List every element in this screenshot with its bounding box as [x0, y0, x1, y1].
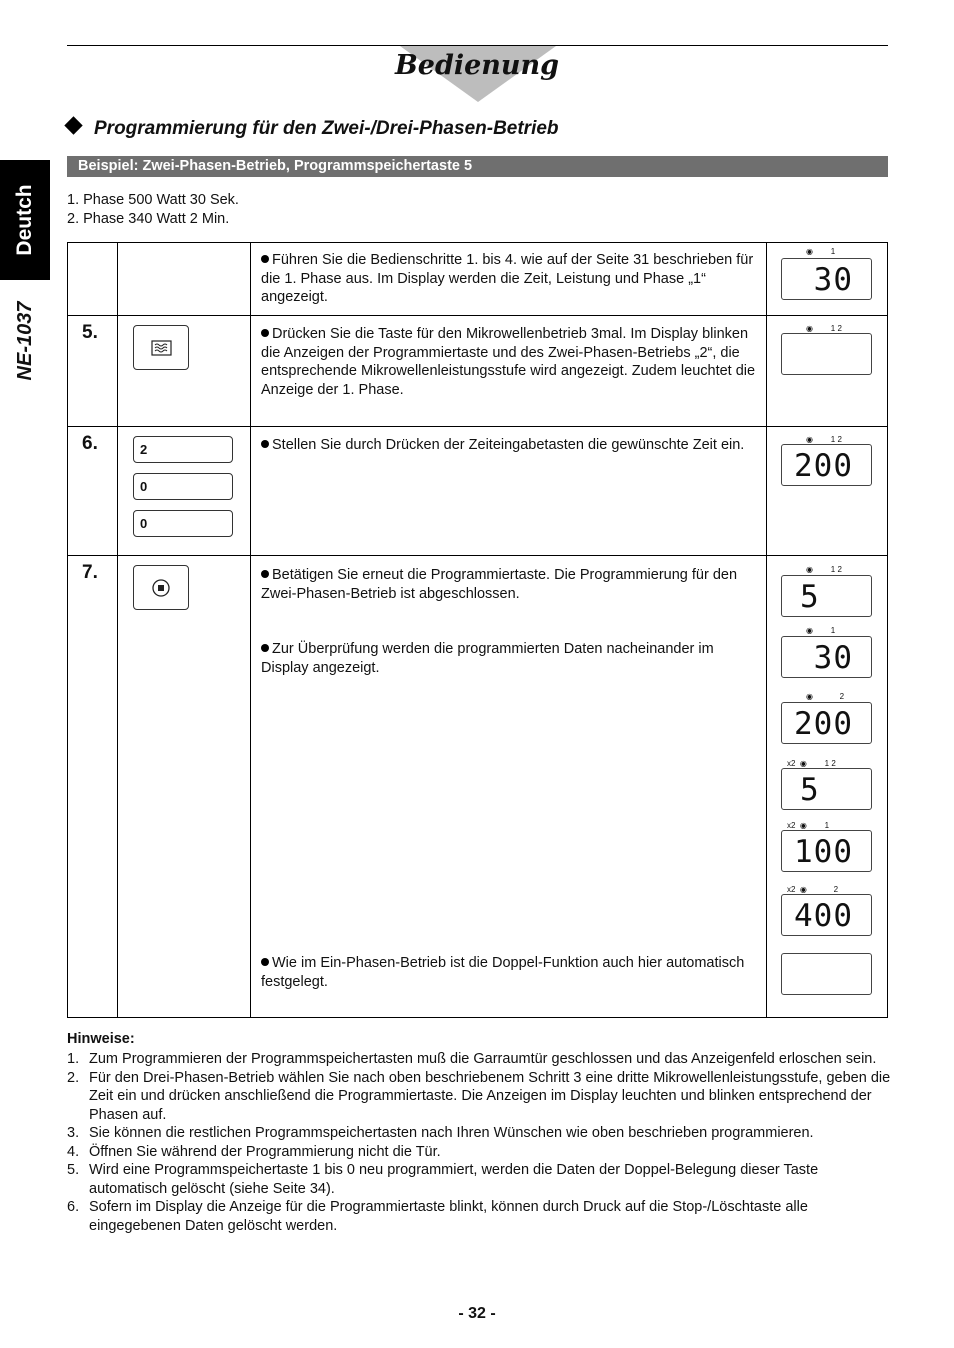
display-3 — [781, 444, 872, 486]
display-6-digits: 200 — [794, 706, 853, 742]
note-number: 1. — [67, 1051, 80, 1067]
bullet-icon — [261, 570, 269, 578]
display-8-digits: 100 — [794, 834, 853, 870]
display-5 — [781, 636, 872, 678]
intro-list — [67, 191, 239, 228]
model-label: NE-1037 — [14, 301, 36, 381]
display-2-indicators: ◉ 1 2 — [806, 324, 842, 333]
display-3-indicators: ◉ 1 2 — [806, 435, 842, 444]
language-tab — [0, 160, 50, 280]
display-7-indicators: x2 ◉ 1 2 — [787, 759, 836, 768]
display-9-x2: x2 — [787, 885, 796, 894]
bullet-icon — [261, 958, 269, 966]
display-2 — [781, 333, 872, 375]
step-7-text-2 — [261, 640, 756, 677]
display-1-indicators: ◉ 1 — [806, 247, 836, 256]
step-7-text-3 — [261, 954, 756, 991]
step-5-text-body: Drücken Sie die Taste für den Mikrowellenbetrieb 3mal. Im Display blinken die Anzeigen der Programmiertaste und des Zwei-Phasen-Betriebs „2“, die entsprechende Mikrowellenleistungsstufe wird angezeigt. Zudem leuchtet die Anzeige der 1. Phase. — [261, 326, 756, 398]
display-5-indicators: ◉ 1 — [806, 626, 836, 635]
intro-item: 1. Phase 500 Watt 30 Sek. — [67, 192, 239, 208]
step-7-number: 7. — [82, 562, 98, 583]
display-2-phase: 1 2 — [830, 324, 842, 333]
display-8-phase: 1 — [824, 821, 830, 830]
note-number: 2. — [67, 1069, 80, 1086]
program-button[interactable] — [133, 565, 189, 610]
display-4 — [781, 575, 872, 617]
note-text: Sofern im Display die Anzeige für die Programmiertaste blinkt, können durch Druck auf die Stop-/Löschtaste alle eingegebenen Daten gelöscht werden. — [89, 1199, 808, 1234]
table-col-divider — [250, 242, 251, 1018]
microwave-button[interactable] — [133, 325, 189, 370]
note-text: Zum Programmieren der Programmspeichertasten muß die Garraumtür geschlossen und das Anzeigenfeld erloschen sein. — [89, 1051, 877, 1067]
display-5-digits: 30 — [813, 640, 853, 676]
display-4-indicators: ◉ 1 2 — [806, 565, 842, 574]
display-9 — [781, 894, 872, 936]
note-text: Für den Drei-Phasen-Betrieb wählen Sie nach oben beschriebenem Schritt 3 eine dritte Mikrowellenleistungsstufe, geben die Zeit ein und drücken anschließend die Programmiertaste. Die Anzeigen im Display leuchten und blinken entsprechend der Phasen auf. — [89, 1069, 891, 1123]
display-7-phase: 1 2 — [824, 759, 836, 768]
step-6-text — [261, 436, 756, 455]
note-number: 5. — [67, 1162, 80, 1178]
page-title: Bedienung — [394, 50, 560, 81]
step-7-text-1-body: Betätigen Sie erneut die Programmiertaste. Die Programmierung für den Zwei-Phasen-Betrieb ist abgeschlossen. — [261, 567, 738, 602]
display-7-x2: x2 — [787, 759, 796, 768]
table-row-divider — [67, 555, 888, 556]
display-9-phase: 2 — [833, 885, 839, 894]
table-row-divider — [67, 426, 888, 427]
notes-list — [67, 1050, 897, 1235]
note-item — [67, 1198, 897, 1235]
example-banner: Beispiel: Zwei-Phasen-Betrieb, Programmspeichertaste 5 — [67, 156, 888, 177]
digit-key-0[interactable]: 0 — [133, 473, 233, 500]
section-heading-text: Programmierung für den Zwei-/Drei-Phasen-Betrieb — [94, 118, 559, 139]
display-5-phase: 1 — [830, 626, 836, 635]
display-7 — [781, 768, 872, 810]
bullet-icon — [261, 329, 269, 337]
step-0-text — [261, 251, 756, 307]
bullet-icon — [261, 255, 269, 263]
note-item — [67, 1143, 897, 1162]
note-text: Öffnen Sie während der Programmierung nicht die Tür. — [89, 1143, 441, 1160]
display-4-phase: 1 2 — [830, 565, 842, 574]
note-item — [67, 1161, 897, 1198]
display-7-digits: 5 — [800, 772, 820, 808]
microwave-waves-icon — [134, 326, 188, 369]
display-9-digits: 400 — [794, 898, 853, 934]
display-1-digits: 30 — [813, 262, 853, 298]
note-item — [67, 1069, 897, 1125]
digit-key-0[interactable]: 0 — [133, 510, 233, 537]
display-6 — [781, 702, 872, 744]
display-6-indicators: ◉ 2 — [806, 692, 845, 701]
bullet-icon — [261, 644, 269, 652]
display-8-indicators: x2 ◉ 1 — [787, 821, 830, 830]
bullet-icon — [261, 440, 269, 448]
display-8 — [781, 830, 872, 872]
step-5-number: 5. — [82, 322, 98, 343]
note-item — [67, 1124, 897, 1143]
table-col-divider — [766, 242, 767, 1018]
display-6-phase: 2 — [839, 692, 845, 701]
note-number: 6. — [67, 1199, 80, 1215]
display-4-digits: 5 — [800, 579, 820, 615]
note-text: Wird eine Programmspeichertaste 1 bis 0 neu programmiert, werden die Daten der Doppel-Belegung dieser Taste automatisch gelöscht (siehe Seite 34). — [89, 1162, 819, 1197]
display-9-indicators: x2 ◉ 2 — [787, 885, 839, 894]
table-row-divider — [67, 315, 888, 316]
step-0-text-body: Führen Sie die Bedienschritte 1. bis 4. wie auf der Seite 31 beschrieben für die 1. Phase aus. Im Display werden die Zeit, Leistung und Phase „1“ angezeigt. — [261, 252, 754, 305]
digit-key-2[interactable]: 2 — [133, 436, 233, 463]
display-3-digits: 200 — [794, 448, 853, 484]
display-8-x2: x2 — [787, 821, 796, 830]
step-7-text-2-body: Zur Überprüfung werden die programmierten Daten nacheinander im Display angezeigt. — [261, 641, 714, 676]
section-heading — [67, 118, 559, 140]
step-6-number: 6. — [82, 433, 98, 454]
note-text: Sie können die restlichen Programmspeichertasten nach Ihren Wünschen wie oben beschrieben programmieren. — [89, 1125, 814, 1141]
note-number: 4. — [67, 1143, 80, 1160]
note-number: 3. — [67, 1125, 80, 1141]
display-1-phase: 1 — [830, 247, 836, 256]
display-3-phase: 1 2 — [830, 435, 842, 444]
step-7-text-3-body: Wie im Ein-Phasen-Betrieb ist die Doppel-Funktion auch hier automatisch festgelegt. — [261, 955, 745, 990]
diamond-icon — [64, 116, 82, 134]
note-item — [67, 1050, 897, 1069]
page-number: - 32 - — [458, 1305, 496, 1322]
notes-heading: Hinweise: — [67, 1031, 135, 1047]
step-6-text-body: Stellen Sie durch Drücken der Zeiteingabetasten die gewünschte Zeit ein. — [272, 437, 745, 453]
intro-item: 2. Phase 340 Watt 2 Min. — [67, 210, 230, 227]
display-1 — [781, 258, 872, 300]
program-key-icon — [134, 566, 188, 609]
step-5-text — [261, 325, 756, 399]
language-label: Deutch — [13, 184, 36, 256]
step-7-text-1 — [261, 566, 756, 603]
model-tab — [0, 286, 50, 396]
display-10-blank — [781, 953, 872, 995]
table-col-divider — [117, 242, 118, 1018]
